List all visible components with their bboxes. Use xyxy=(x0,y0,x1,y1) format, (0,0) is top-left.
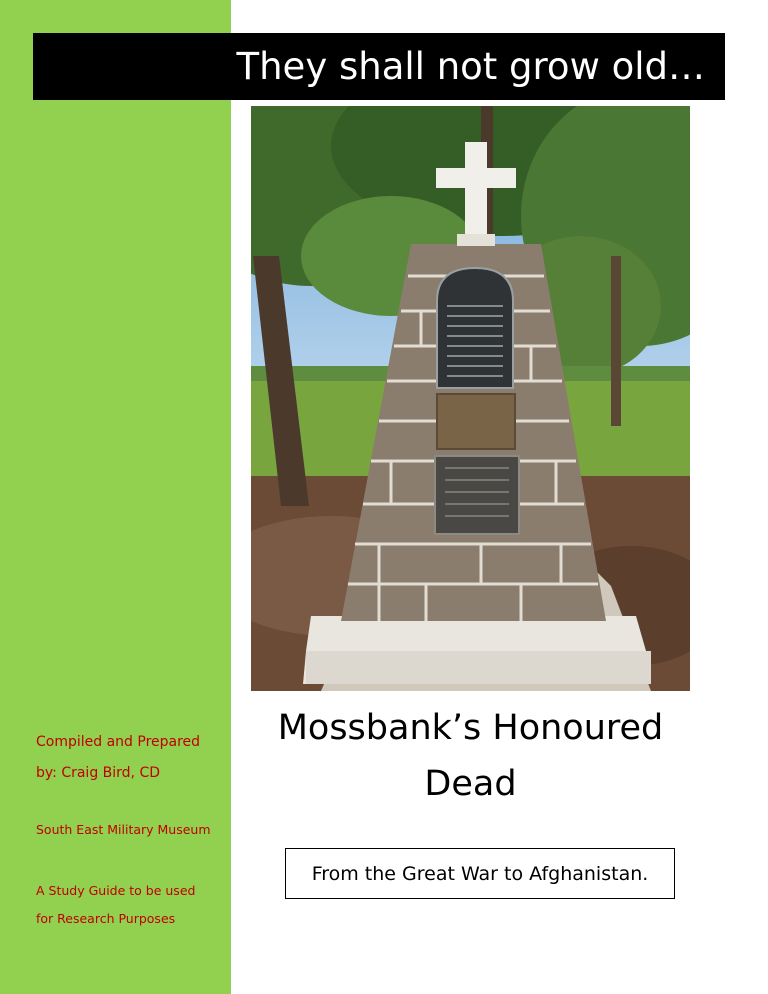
cover-subtitle: From the Great War to Afghanistan. xyxy=(311,862,649,885)
cenotaph-illustration xyxy=(251,106,690,691)
compiled-by xyxy=(36,727,200,789)
cover-title-line-1: Mossbank’s Honoured xyxy=(277,708,664,748)
guide-line-1: A Study Guide to be used xyxy=(36,883,196,898)
museum-name: South East Military Museum xyxy=(36,822,211,837)
subtitle-box xyxy=(285,848,675,899)
cenotaph-photo xyxy=(251,106,690,691)
title-banner xyxy=(33,33,725,100)
banner-title: They shall not grow old… xyxy=(236,45,705,88)
compiled-line-1: Compiled and Prepared xyxy=(36,734,201,750)
guide-line-2: for Research Purposes xyxy=(36,911,176,926)
green-sidebar xyxy=(0,0,231,994)
study-guide-note xyxy=(36,877,195,933)
compiled-line-2: by: Craig Bird, CD xyxy=(36,765,161,781)
cover-title xyxy=(251,700,690,812)
cover-title-line-2: Dead xyxy=(424,764,517,804)
